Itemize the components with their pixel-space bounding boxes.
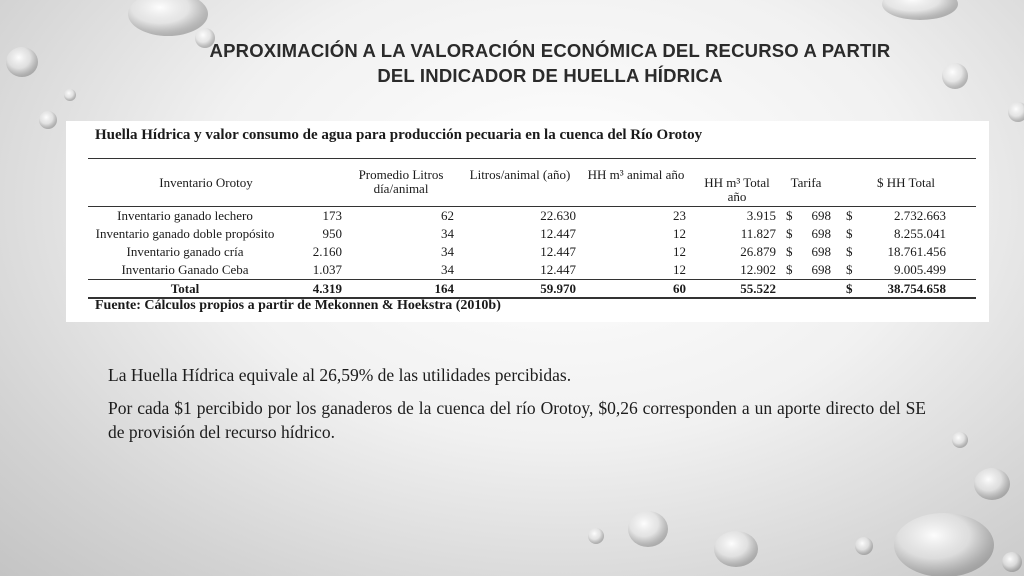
header-tarifa: Tarifa: [790, 175, 822, 190]
row-valor: 18.761.456: [887, 244, 946, 259]
header-hh-valor: $ HH Total: [876, 175, 936, 190]
total-promedio: 164: [434, 281, 454, 296]
total-litros: 59.970: [540, 281, 576, 296]
row-promedio: 34: [441, 262, 454, 277]
total-valor: 38.754.658: [887, 281, 946, 296]
row-hh-total: 12.902: [740, 262, 776, 277]
row-valor-sym: $: [846, 226, 853, 241]
row-name: Inventario ganado lechero: [117, 208, 253, 223]
row-tarifa: 698: [811, 244, 831, 259]
paragraph-per-peso: Por cada $1 percibido por los ganaderos de la cuenca del río Orotoy, $0,26 corresponden a un aporte directo del SE de provisión del recurso hídrico.: [108, 398, 926, 442]
row-valor: 9.005.499: [894, 262, 946, 277]
total-label: Total: [170, 281, 200, 296]
row-hh-animal: 12: [673, 262, 686, 277]
slide-title: APROXIMACIÓN A LA VALORACIÓN ECONÓMICA DEL RECURSO A PARTIR DEL INDICADOR DE HUELLA HÍDRICA: [209, 40, 891, 86]
row-litros: 12.447: [540, 244, 576, 259]
header-inventario: Inventario Orotoy: [159, 175, 253, 190]
row-litros: 12.447: [540, 262, 576, 277]
row-tarifa-sym: $: [786, 262, 793, 277]
row-count: 950: [322, 226, 342, 241]
row-promedio: 34: [441, 244, 454, 259]
header-rule: [88, 206, 976, 207]
row-hh-total: 3.915: [746, 208, 776, 223]
row-litros: 12.447: [540, 226, 576, 241]
row-valor: 2.732.663: [894, 208, 946, 223]
row-tarifa-sym: $: [786, 208, 793, 223]
total-valor-sym: $: [846, 281, 853, 296]
row-count: 1.037: [312, 262, 342, 277]
total-hh-total: 55.522: [740, 281, 776, 296]
row-tarifa: 698: [811, 262, 831, 277]
row-name: Inventario ganado doble propósito: [95, 226, 275, 241]
row-hh-total: 26.879: [740, 244, 776, 259]
row-hh-total: 11.827: [740, 226, 776, 241]
row-valor-sym: $: [846, 244, 853, 259]
row-tarifa-sym: $: [786, 244, 793, 259]
total-top-rule: [88, 279, 976, 280]
row-hh-animal: 12: [673, 226, 686, 241]
row-tarifa-sym: $: [786, 226, 793, 241]
total-count: 4.319: [312, 281, 342, 296]
header-hh-total: HH m³ Total año: [704, 175, 770, 204]
row-name: Inventario ganado cría: [126, 244, 244, 259]
row-tarifa: 698: [811, 208, 831, 223]
table-title: Huella Hídrica y valor consumo de agua para producción pecuaria en la cuenca del Río Orotoy: [95, 127, 703, 143]
row-valor: 8.255.041: [894, 226, 946, 241]
water-footprint-table: [66, 121, 989, 322]
total-hh-animal: 60: [673, 281, 686, 296]
row-tarifa: 698: [811, 226, 831, 241]
row-promedio: 62: [441, 208, 454, 223]
row-valor-sym: $: [846, 262, 853, 277]
row-count: 173: [322, 208, 342, 223]
table-source: Fuente: Cálculos propios a partir de Mekonnen & Hoekstra (2010b): [95, 298, 501, 313]
row-valor-sym: $: [846, 208, 853, 223]
row-count: 2.160: [312, 244, 342, 259]
header-promedio: Promedio Litros día/animal: [358, 167, 444, 196]
drop-cluster-bottom-right: [588, 432, 1022, 576]
paragraph-water-footprint: La Huella Hídrica equivale al 26,59% de las utilidades percibidas.: [108, 365, 572, 385]
row-litros: 22.630: [540, 208, 576, 223]
header-litros: Litros/animal (año): [469, 167, 571, 182]
row-name: Inventario Ganado Ceba: [121, 262, 249, 277]
row-hh-animal: 23: [673, 208, 686, 223]
row-promedio: 34: [441, 226, 454, 241]
row-hh-animal: 12: [673, 244, 686, 259]
header-hh-animal: HH m³ animal año: [587, 167, 685, 182]
table-top-rule: [88, 158, 976, 159]
drop-cluster-top-left: [6, 0, 215, 129]
